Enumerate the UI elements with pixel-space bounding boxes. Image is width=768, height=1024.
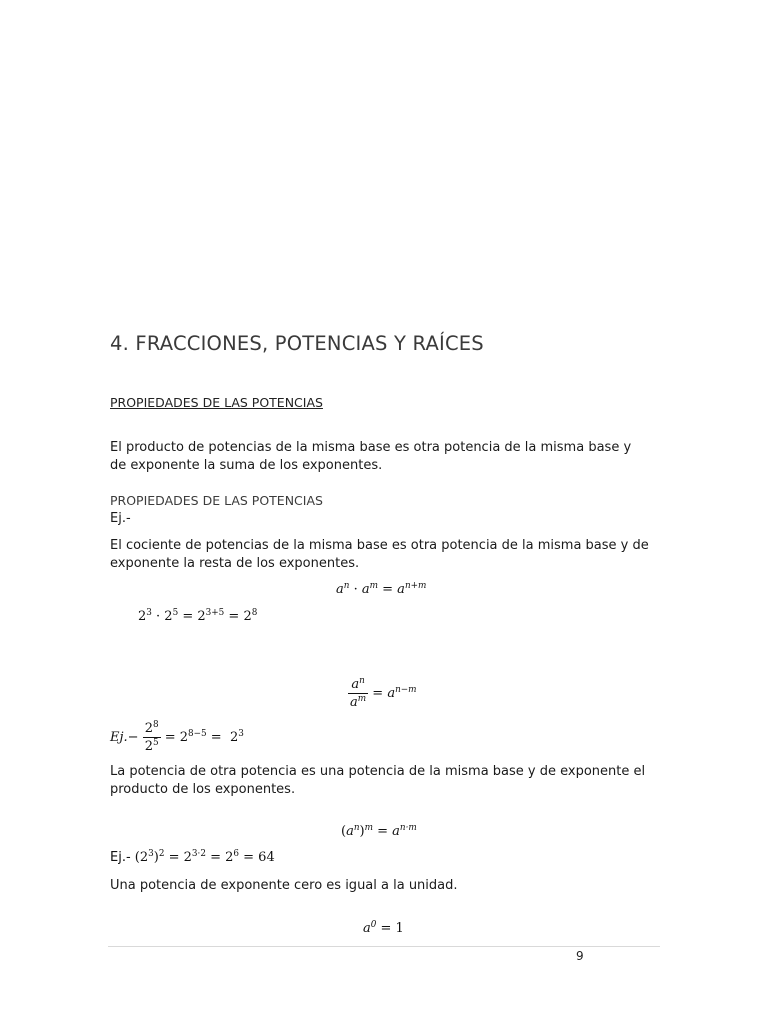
example-label: Ej.- — [110, 511, 131, 526]
section-subheading-repeat: PROPIEDADES DE LAS POTENCIAS — [110, 493, 323, 508]
formula-quotient-rule: $\frac{a^n}{a^m}$ = $a^{n-m}$ — [350, 676, 417, 710]
paragraph-zero-exponent: Una potencia de exponente cero es igual a la unidad. — [110, 878, 458, 893]
example-product: $2^3 \cdot 2^5 = 2^{3+5} = 2^8$ — [138, 608, 258, 624]
formula-zero-exponent: $a^0 = 1$ — [363, 920, 404, 936]
chapter-heading: 4. FRACCIONES, POTENCIAS Y RAÍCES — [110, 332, 484, 355]
example-power: Ej.- $(2^3)^2 = 2^{3\cdot 2} = 2^6 = 64$ — [110, 849, 275, 865]
paragraph-quotient-rule: El cociente de potencias de la misma base es otra potencia de la misma base y de exponente la resta de los exponentes. — [110, 538, 649, 571]
section-subheading: PROPIEDADES DE LAS POTENCIAS — [110, 395, 323, 410]
page-number: 9 — [576, 949, 584, 963]
paragraph-product-rule: El producto de potencias de la misma base es otra potencia de la misma base y de exponente la suma de los exponentes. — [110, 440, 632, 473]
footer-rule — [108, 946, 660, 947]
formula-power-rule: $(a^n)^m = a^{n\cdot m}$ — [341, 823, 417, 839]
paragraph-power-rule: La potencia de otra potencia es una potencia de la misma base y de exponente el producto de los exponentes. — [110, 764, 646, 797]
example-quotient: Ej.− $\frac{2^8}{2^5}$ = $2^{8-5} = 2^3$ — [110, 720, 244, 754]
formula-product-rule: $a^n \cdot a^m = a^{n+m}$ — [336, 581, 427, 597]
